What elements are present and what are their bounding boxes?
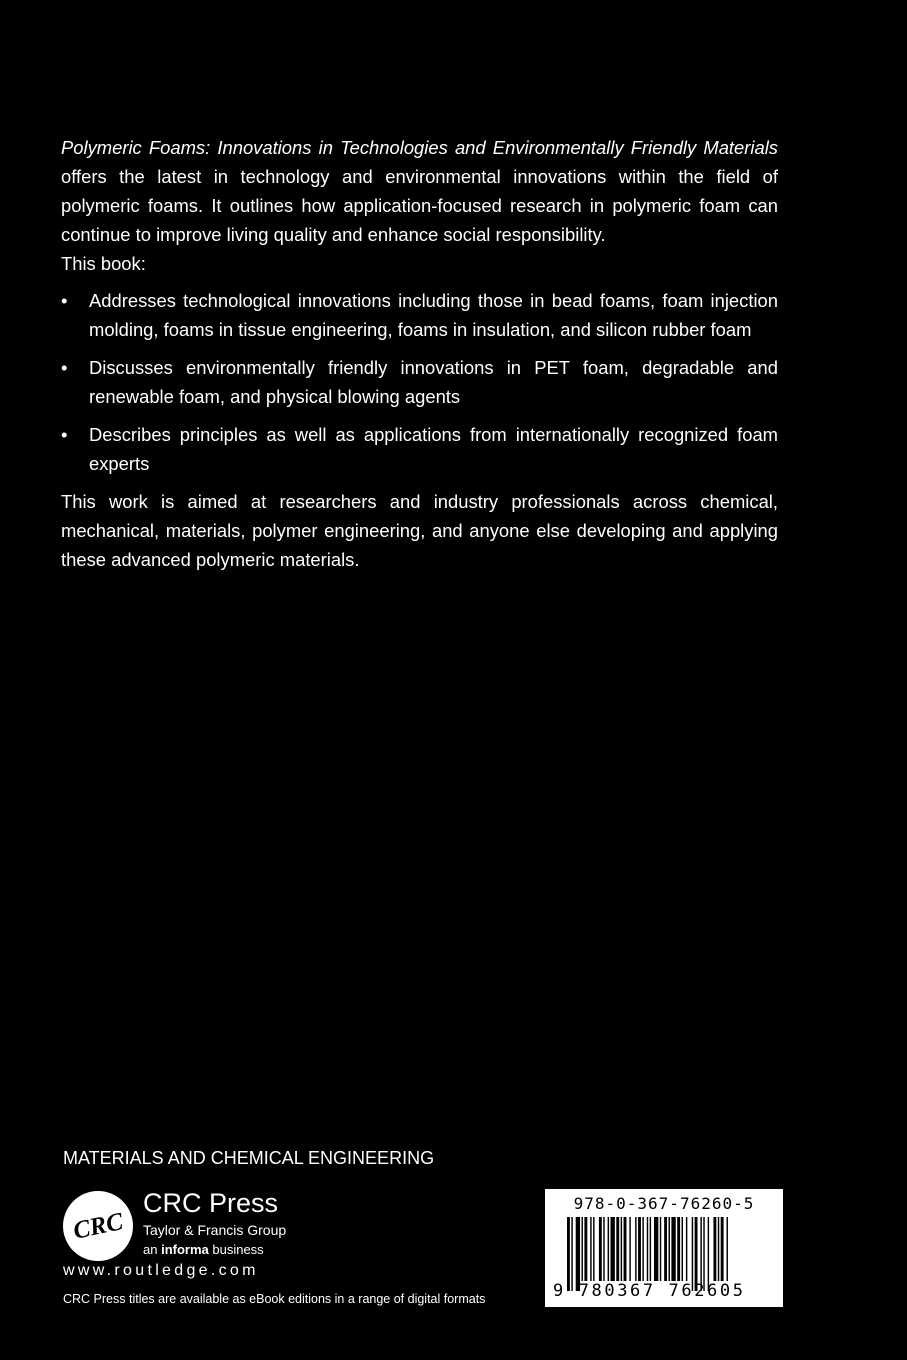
crc-logo-icon [62,1190,134,1262]
list-item-text: Discusses environmentally friendly innovations in PET foam, degradable and renewable foam, and physical blowing agents [89,357,778,407]
barcode-bar [660,1217,661,1281]
barcode-bar [669,1217,670,1281]
barcode-bar [686,1217,687,1281]
back-cover-blurb [61,133,778,574]
barcode-bar [695,1217,698,1291]
barcode-bar [603,1217,604,1281]
this-book-label: This book: [61,253,146,274]
barcode-bar [727,1217,728,1281]
barcode-bar [629,1217,630,1281]
publisher-name: CRC Press [143,1188,279,1218]
list-item [61,420,778,478]
barcode-bar [703,1217,704,1291]
barcode-right-digits: 762605 [668,1281,746,1301]
barcode-bar [692,1217,693,1291]
closing-paragraph: This work is aimed at researchers and industry professionals across chemical, mechanical, materials, polymer engineering, and anyone else developing and applying these advanced polymeric materials. [61,491,778,570]
crc-logo-text: CRC [70,1208,126,1245]
publisher-group: Taylor & Francis Group [143,1222,287,1238]
isbn-number: 978-0-367-76260-5 [573,1194,755,1213]
barcode-bar [616,1217,619,1281]
barcode-bar [582,1217,583,1281]
barcode-bar [621,1217,622,1281]
barcode-lead-digit: 9 [553,1281,566,1301]
list-item [61,286,778,344]
barcode-bar [671,1217,675,1281]
ebook-availability-note: CRC Press titles are available as eBook editions in a range of digital formats [63,1292,486,1306]
barcode-bar [599,1217,602,1281]
barcode-bar [638,1217,641,1281]
publisher-website: www.routledge.com [63,1262,259,1279]
book-title-italic: Polymeric Foams: Innovations in Technologies and Environmentally Friendly Materials [61,137,778,158]
barcode-bar [642,1217,643,1281]
barcode-bar [700,1217,701,1291]
barcode-bar [713,1217,716,1281]
barcode-bar [608,1217,609,1281]
feature-list [61,286,778,478]
informa-tagline [143,1242,264,1257]
barcode-bar [593,1217,594,1281]
bullet-icon: • [61,290,68,311]
intro-text: offers the latest in technology and environmental innovations within the field of polymeric foams. It outlines how application-focused research in polymeric foam can continue to improve living quality and enhance social responsibility. [61,166,778,245]
barcode-bar [682,1217,683,1281]
barcode-bar [708,1217,709,1291]
barcode-bar [584,1217,587,1281]
barcode-bar [677,1217,680,1281]
barcode-bar [635,1217,636,1281]
list-item-text: Describes principles as well as applications from internationally recognized foam experts [89,424,778,474]
bullet-icon: • [61,424,68,445]
barcode-bar [664,1217,667,1281]
barcode-digits [553,1281,779,1301]
barcode-bar [654,1217,658,1281]
series-label: MATERIALS AND CHEMICAL ENGINEERING [63,1148,435,1168]
barcode-bar [571,1217,572,1291]
barcode-bar [721,1217,724,1281]
informa-brand: informa [161,1242,209,1257]
barcode-left-digits: 780367 [578,1281,656,1301]
barcode-bar [624,1217,627,1281]
informa-prefix: an [143,1242,162,1257]
barcode-bar [567,1217,570,1291]
isbn-barcode [545,1189,783,1307]
intro-paragraph [61,133,778,249]
list-item-text: Addresses technological innovations including those in bead foams, foam injection molding, foams in tissue engineering, foams in insulation, and silicon rubber foam [89,290,778,340]
barcode-bar [647,1217,648,1281]
barcode-bar [576,1217,580,1291]
barcode-bar [590,1217,591,1281]
list-item [61,353,778,411]
barcode-bar [650,1217,651,1281]
barcode-bar [611,1217,615,1281]
bullet-icon: • [61,357,68,378]
barcode-bar [718,1217,719,1281]
informa-suffix: business [208,1242,264,1257]
